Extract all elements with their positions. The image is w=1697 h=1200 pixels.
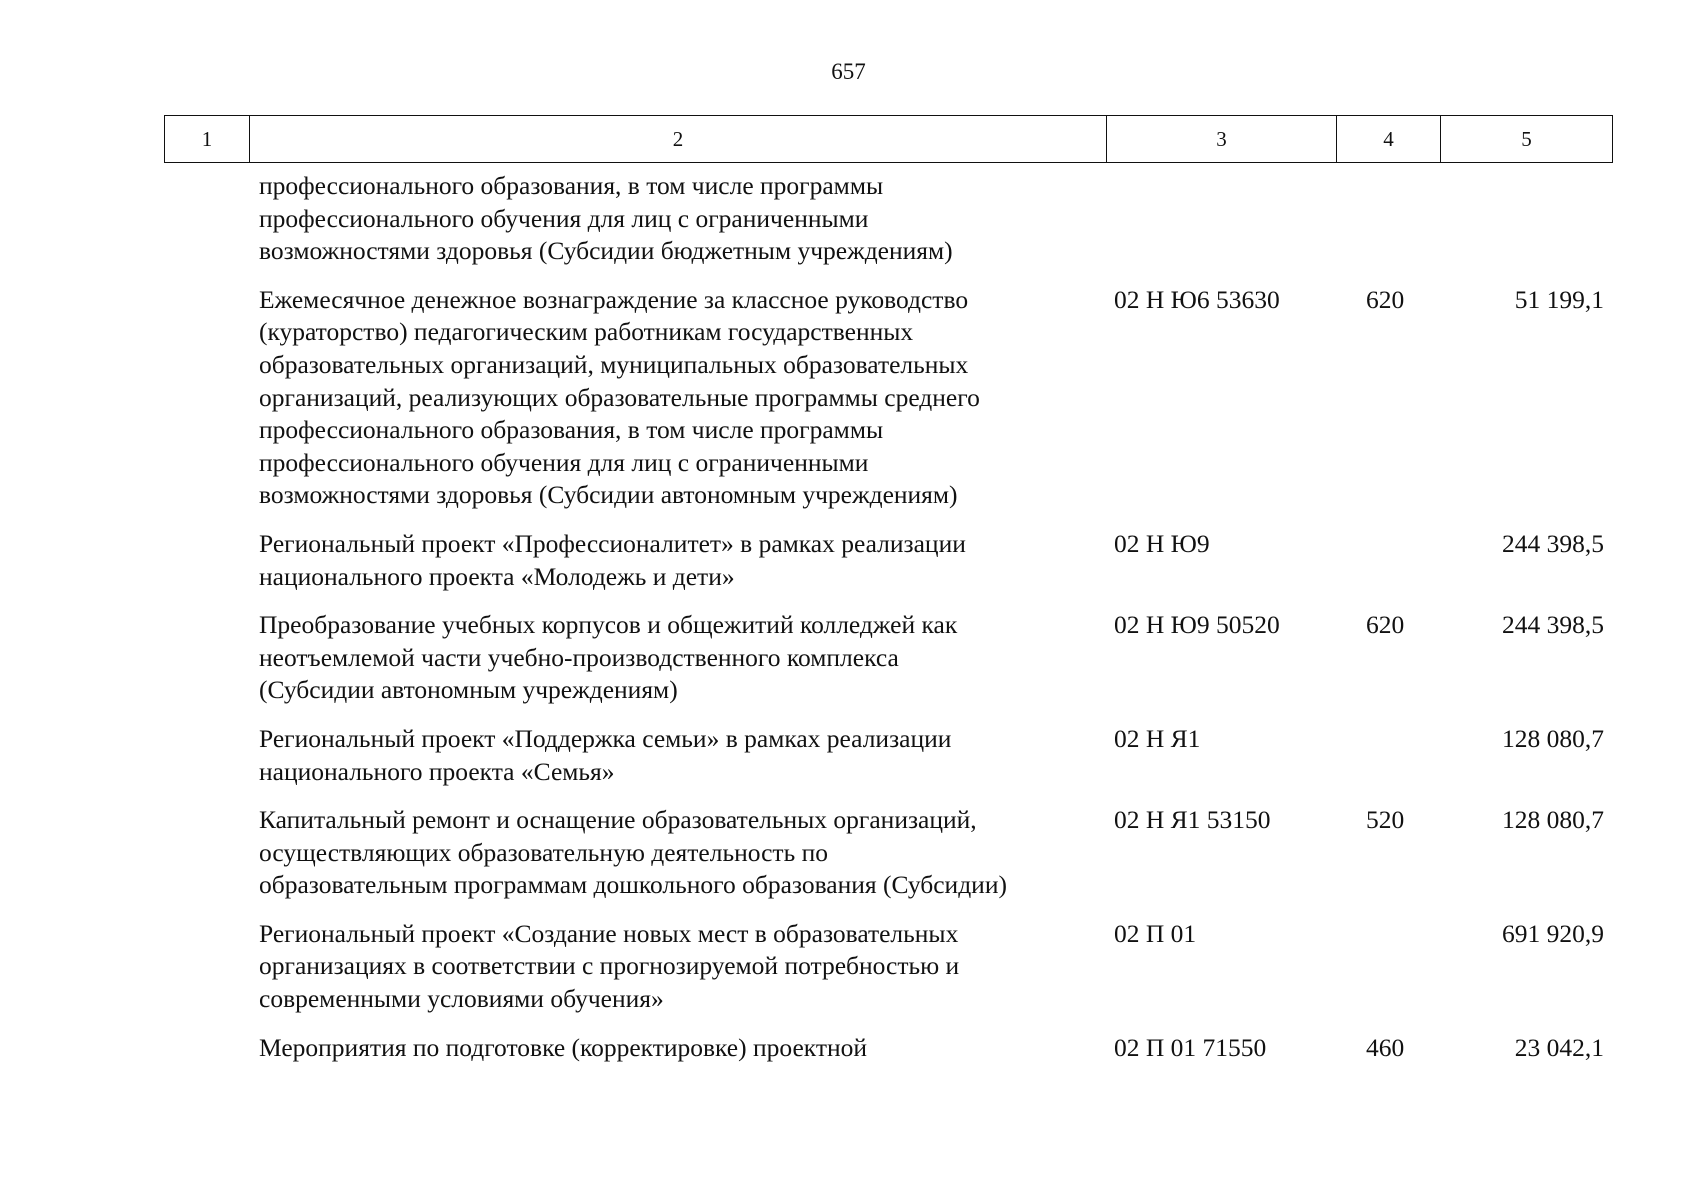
header-col-3: 3 <box>1107 116 1337 162</box>
table-row <box>0 284 1697 512</box>
row-code: 02 П 01 71550 <box>1114 1032 1267 1062</box>
table-row <box>0 804 1697 902</box>
row-amount: 244 398,5 <box>1502 610 1604 640</box>
row-description: Мероприятия по подготовке (корректировке) проектной <box>259 1032 868 1062</box>
row-code: 02 Н Ю9 50520 <box>1114 610 1280 640</box>
row-description: Региональный проект «Поддержка семьи» в рамках реализации национального проекта «Семья» <box>259 723 952 786</box>
table-header <box>164 115 1613 163</box>
row-description: Региональный проект «Создание новых мест в образовательных организациях в соответствии с прогнозируемой потребностью и современными условиями обучения» <box>259 918 960 1014</box>
row-code: 02 Н Я1 <box>1114 723 1201 753</box>
table-body <box>0 170 1697 1080</box>
row-expense-type: 620 <box>1366 284 1405 314</box>
row-amount: 51 199,1 <box>1514 284 1604 314</box>
table-row <box>0 723 1697 788</box>
table-row <box>0 918 1697 1016</box>
header-col-4: 4 <box>1337 116 1441 162</box>
table-row <box>0 1032 1697 1065</box>
row-description: Региональный проект «Профессионалитет» в рамках реализации национального проекта «Молодежь и дети» <box>259 528 966 591</box>
table-row <box>0 528 1697 593</box>
header-col-2: 2 <box>250 116 1107 162</box>
row-description: Преобразование учебных корпусов и общежитий колледжей как неотъемлемой части учебно-производственного комплекса (Субсидии автономным учреждениям) <box>259 610 958 705</box>
row-amount: 691 920,9 <box>1502 918 1604 948</box>
table-row <box>0 609 1697 707</box>
page-number: 657 <box>831 59 866 84</box>
row-code: 02 Н Ю6 53630 <box>1114 284 1280 314</box>
table-row <box>0 170 1697 268</box>
row-amount: 128 080,7 <box>1502 805 1604 835</box>
header-col-1: 1 <box>165 116 250 162</box>
row-expense-type: 520 <box>1366 805 1405 835</box>
row-amount: 244 398,5 <box>1502 528 1604 558</box>
row-description: Ежемесячное денежное вознаграждение за классное руководство (кураторство) педагогическим работникам государственных образовательных организаций, муниципальных образовательных организаций, реализующих образовательные программы среднего профессионального образования, в том числе программы профессионального обучения для лиц с ограниченными возможностями здоровья (Субсидии автономным учреждениям) <box>259 284 980 510</box>
row-description: профессионального образования, в том числе программы профессионального обучения для лиц с ограниченными возможностями здоровья (Субсидии бюджетным учреждениям) <box>259 171 953 266</box>
row-code: 02 Н Я1 53150 <box>1114 805 1271 835</box>
row-amount: 128 080,7 <box>1502 723 1604 753</box>
header-col-5: 5 <box>1521 126 1532 151</box>
row-code: 02 П 01 <box>1114 918 1197 948</box>
row-code: 02 Н Ю9 <box>1114 528 1210 558</box>
row-expense-type: 620 <box>1366 610 1405 640</box>
row-description: Капитальный ремонт и оснащение образовательных организаций, осуществляющих образовательную деятельность по образовательным программам дошкольного образования (Субсидии) <box>259 805 1007 900</box>
row-expense-type: 460 <box>1366 1032 1405 1062</box>
row-amount: 23 042,1 <box>1514 1032 1604 1062</box>
